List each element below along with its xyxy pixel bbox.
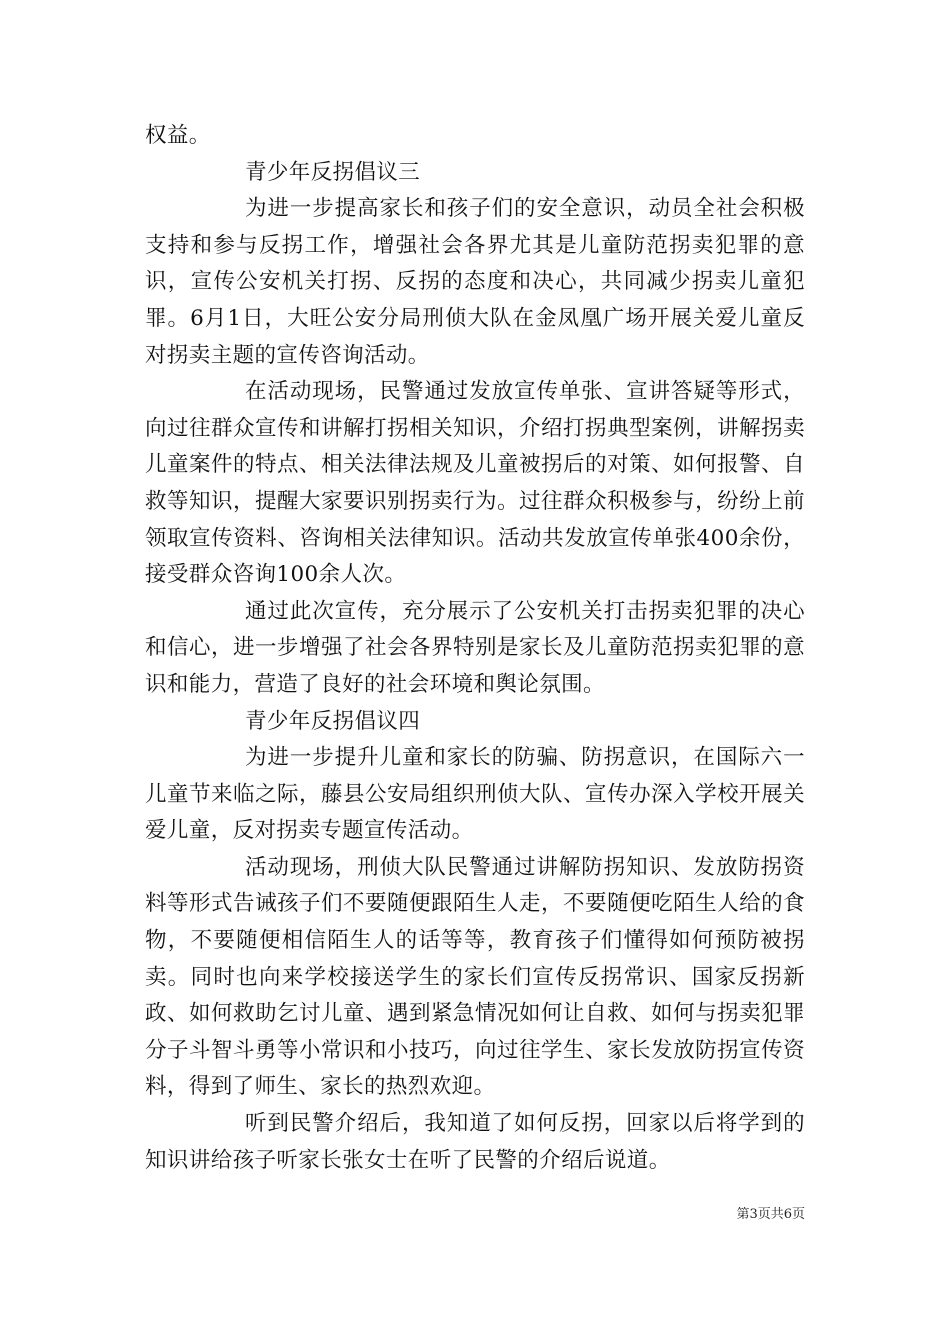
section-heading-3: 青少年反拐倡议三: [245, 159, 421, 185]
paragraph-continuation: 权益。: [145, 123, 211, 148]
paragraph: 通过此次宣传，充分展示了公安机关打击拐卖犯罪的决心和信心，进一步增强了社会各界特别是家长及儿童防范拐卖犯罪的意识和能力，营造了良好的社会环境和舆论氛围。: [145, 598, 805, 697]
paragraph: 为进一步提升儿童和家长的防骗、防拐意识，在国际六一儿童节来临之际，藤县公安局组织刑侦大队、宣传办深入学校开展关爱儿童，反对拐卖专题宣传活动。: [145, 745, 805, 844]
document-body: [145, 118, 805, 1179]
paragraph: 听到民警介绍后，我知道了如何反拐，回家以后将学到的知识讲给孩子听家长张女士在听了民警的介绍后说道。: [145, 1111, 805, 1173]
page-number-footer: 第3页共6页: [736, 1207, 805, 1222]
paragraph: 为进一步提高家长和孩子们的安全意识，动员全社会积极支持和参与反拐工作，增强社会各界尤其是儿童防范拐卖犯罪的意识，宣传公安机关打拐、反拐的态度和决心，共同减少拐卖儿童犯罪。6月1日，大旺公安分局刑侦大队在金凤凰广场开展关爱儿童反对拐卖主题的宣传咨询活动。: [145, 196, 805, 368]
section-heading-4: 青少年反拐倡议四: [245, 708, 421, 734]
paragraph: 在活动现场，民警通过发放宣传单张、宣讲答疑等形式，向过往群众宣传和讲解打拐相关知识，介绍打拐典型案例，讲解拐卖儿童案件的特点、相关法律法规及儿童被拐后的对策、如何报警、自救等知识，提醒大家要识别拐卖行为。过往群众积极参与，纷纷上前领取宣传资料、咨询相关法律知识。活动共发放宣传单张400余份，接受群众咨询100余人次。: [145, 379, 805, 588]
paragraph: 活动现场，刑侦大队民警通过讲解防拐知识、发放防拐资料等形式告诫孩子们不要随便跟陌生人走，不要随便吃陌生人给的食物，不要随便相信陌生人的话等等，教育孩子们懂得如何预防被拐卖。同时也向来学校接送学生的家长们宣传反拐常识、国家反拐新政、如何救助乞讨儿童、遇到紧急情况如何让自救、如何与拐卖犯罪分子斗智斗勇等小常识和小技巧，向过往学生、家长发放防拐宣传资料，得到了师生、家长的热烈欢迎。: [145, 854, 805, 1100]
